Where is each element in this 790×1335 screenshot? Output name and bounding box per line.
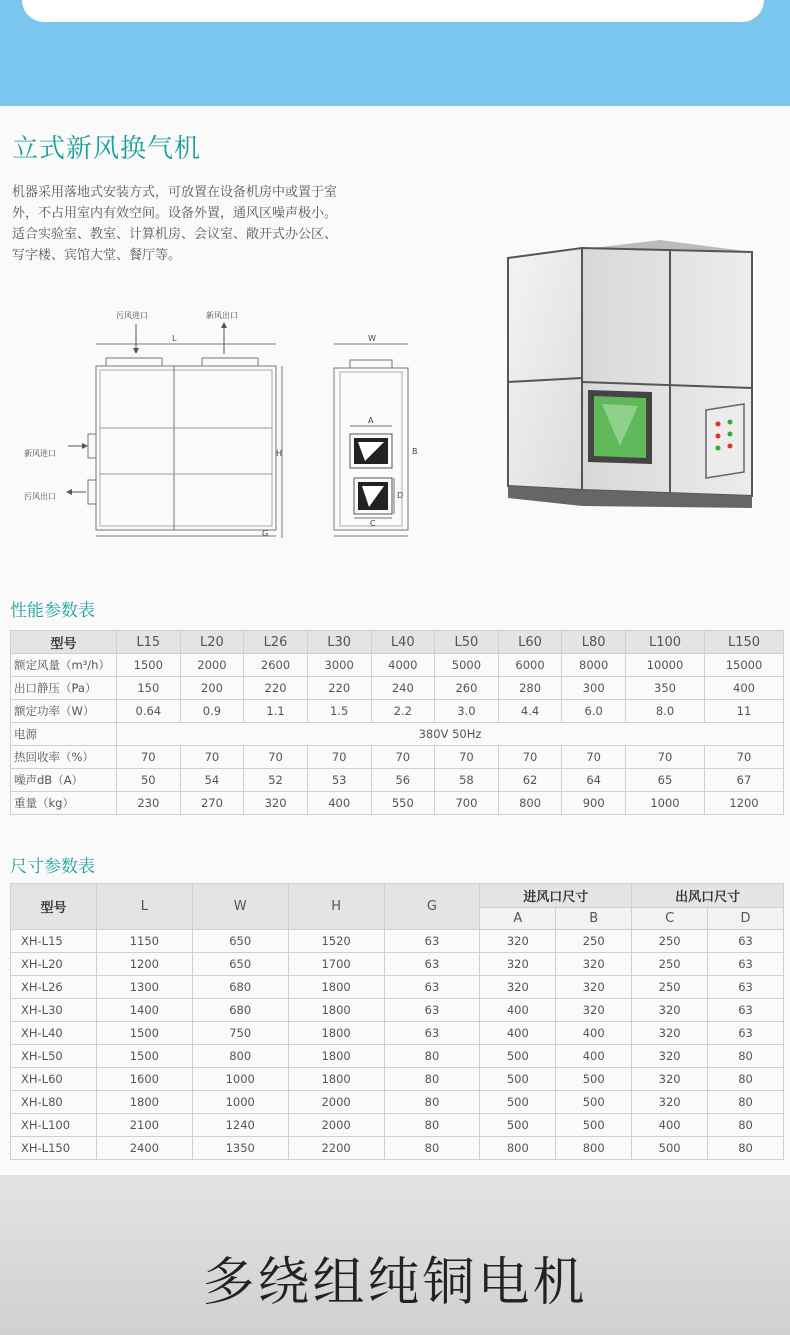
table-cell: 63 <box>708 999 784 1022</box>
product-description <box>12 182 407 266</box>
table-cell: 320 <box>480 953 556 976</box>
description-line: 机器采用落地式安装方式，可放置在设备机房中或置于室 <box>12 185 338 200</box>
table-row <box>11 654 784 677</box>
table-cell: 320 <box>632 1022 708 1045</box>
label-A: A <box>368 416 374 425</box>
table-row <box>11 1068 784 1091</box>
header-cell: 进风口尺寸 <box>480 884 632 908</box>
table-cell: 500 <box>556 1114 632 1137</box>
table-cell: 5000 <box>435 654 499 677</box>
table-cell: 1600 <box>96 1068 192 1091</box>
table-cell: 800 <box>498 792 562 815</box>
banner-title: 多绕组纯铜电机 <box>202 1253 588 1313</box>
table-cell: 80 <box>384 1114 480 1137</box>
table-cell: 63 <box>384 953 480 976</box>
table-cell: 2400 <box>96 1137 192 1160</box>
table-cell: 320 <box>556 976 632 999</box>
label-exhaust-in: 污风进口 <box>116 311 148 320</box>
top-card <box>22 0 764 22</box>
table-cell: 320 <box>632 1068 708 1091</box>
table-cell: 380V 50Hz <box>117 723 784 746</box>
table-cell: 400 <box>307 792 371 815</box>
table-cell: 1400 <box>96 999 192 1022</box>
table-cell: 320 <box>632 1091 708 1114</box>
table-cell: 650 <box>192 930 288 953</box>
table-cell: 2000 <box>180 654 244 677</box>
table-cell: XH-L40 <box>11 1022 97 1045</box>
table-cell: 320 <box>480 976 556 999</box>
table-cell: 80 <box>384 1068 480 1091</box>
header-cell: B <box>556 908 632 930</box>
table-cell: 1500 <box>117 654 181 677</box>
table-row <box>11 1022 784 1045</box>
table-cell: 240 <box>371 677 435 700</box>
table-cell: 出口静压（Pa） <box>11 677 117 700</box>
table-row <box>11 677 784 700</box>
table-cell: 220 <box>307 677 371 700</box>
table-cell: 67 <box>704 769 783 792</box>
table-cell: 250 <box>632 976 708 999</box>
header-cell: L80 <box>562 631 626 654</box>
table-cell: 1240 <box>192 1114 288 1137</box>
table-cell: 70 <box>371 746 435 769</box>
front-view-inner <box>100 370 272 526</box>
table-cell: 680 <box>192 999 288 1022</box>
dimensions-title: 尺寸参数表 <box>10 857 95 877</box>
table-header-row <box>11 631 784 654</box>
label-L: L <box>172 334 177 343</box>
table-cell: 250 <box>632 953 708 976</box>
table-cell: 2200 <box>288 1137 384 1160</box>
table-cell: 70 <box>180 746 244 769</box>
table-cell: 80 <box>384 1137 480 1160</box>
arrow-head <box>221 322 227 328</box>
table-cell: 70 <box>562 746 626 769</box>
table-cell: 63 <box>708 953 784 976</box>
table-row <box>11 1045 784 1068</box>
table-cell: 1800 <box>288 1022 384 1045</box>
table-cell: 63 <box>384 999 480 1022</box>
label-W: W <box>368 334 376 343</box>
header-cell: L150 <box>704 631 783 654</box>
table-cell: 70 <box>117 746 181 769</box>
table-cell: 70 <box>498 746 562 769</box>
table-cell: 10000 <box>626 654 705 677</box>
table-cell: 电源 <box>11 723 117 746</box>
table-cell: 320 <box>244 792 308 815</box>
table-cell: 1.1 <box>244 700 308 723</box>
table-cell: 550 <box>371 792 435 815</box>
schematic-diagram <box>20 304 430 544</box>
table-cell: 400 <box>632 1114 708 1137</box>
table-row <box>11 1137 784 1160</box>
table-cell: 250 <box>556 930 632 953</box>
header-cell: L50 <box>435 631 499 654</box>
front-view-outline <box>96 366 276 530</box>
header-cell: L26 <box>244 631 308 654</box>
table-row <box>11 769 784 792</box>
label-exhaust-out: 污风出口 <box>24 492 56 501</box>
table-cell: 320 <box>556 953 632 976</box>
table-row <box>11 792 784 815</box>
table-cell: XH-L30 <box>11 999 97 1022</box>
table-cell: 70 <box>626 746 705 769</box>
table-cell: 额定功率（W） <box>11 700 117 723</box>
table-cell: 80 <box>384 1091 480 1114</box>
table-cell: 800 <box>480 1137 556 1160</box>
table-cell: XH-L26 <box>11 976 97 999</box>
header-cell: A <box>480 908 556 930</box>
table-cell: 4.4 <box>498 700 562 723</box>
arrow-head <box>82 443 88 449</box>
table-cell: 80 <box>708 1068 784 1091</box>
label-fresh-in: 新风进口 <box>24 449 56 458</box>
table-cell: 70 <box>435 746 499 769</box>
header-cell: D <box>708 908 784 930</box>
header-cell: W <box>192 884 288 930</box>
table-cell: 70 <box>704 746 783 769</box>
header-cell: L60 <box>498 631 562 654</box>
label-C: C <box>370 519 376 528</box>
cabinet-front-left <box>508 248 582 490</box>
table-cell: 2.2 <box>371 700 435 723</box>
table-row <box>11 953 784 976</box>
table-cell: 500 <box>556 1068 632 1091</box>
table-cell: 50 <box>117 769 181 792</box>
table-cell: 80 <box>708 1114 784 1137</box>
table-cell: 270 <box>180 792 244 815</box>
header-cell: C <box>632 908 708 930</box>
table-cell: 1500 <box>96 1045 192 1068</box>
label-B: B <box>412 447 418 456</box>
fresh-inlet-duct <box>88 434 96 458</box>
table-cell: 1.5 <box>307 700 371 723</box>
table-cell: 500 <box>632 1137 708 1160</box>
side-top-duct <box>350 360 392 368</box>
description-line: 适合实验室、教室、计算机房、会议室、敞开式办公区、 <box>12 227 338 242</box>
table-row <box>11 746 784 769</box>
table-row <box>11 723 784 746</box>
table-cell: 6000 <box>498 654 562 677</box>
table-cell: 8.0 <box>626 700 705 723</box>
table-cell: 54 <box>180 769 244 792</box>
table-cell: 400 <box>480 1022 556 1045</box>
table-cell: 1200 <box>704 792 783 815</box>
table-cell: 11 <box>704 700 783 723</box>
table-cell: 500 <box>480 1091 556 1114</box>
description-line: 外，不占用室内有效空间。设备外置，通风区噪声极小。 <box>12 206 338 221</box>
table-row <box>11 976 784 999</box>
table-cell: 63 <box>384 930 480 953</box>
arrow-head <box>133 348 139 354</box>
table-cell: 1000 <box>192 1091 288 1114</box>
table-cell: XH-L15 <box>11 930 97 953</box>
table-cell: 230 <box>117 792 181 815</box>
table-cell: XH-L60 <box>11 1068 97 1091</box>
table-cell: 650 <box>192 953 288 976</box>
header-cell: L30 <box>307 631 371 654</box>
table-cell: 63 <box>708 930 784 953</box>
table-cell: 3.0 <box>435 700 499 723</box>
header-cell: L20 <box>180 631 244 654</box>
table-cell: 1700 <box>288 953 384 976</box>
table-cell: 4000 <box>371 654 435 677</box>
table-cell: 80 <box>708 1137 784 1160</box>
exhaust-outlet-duct <box>88 480 96 504</box>
table-cell: 400 <box>556 1045 632 1068</box>
product-image <box>500 232 785 532</box>
header-cell: L15 <box>117 631 181 654</box>
table-cell: 6.0 <box>562 700 626 723</box>
table-cell: 1800 <box>288 1045 384 1068</box>
exhaust-inlet-duct <box>106 358 162 366</box>
table-cell: 1800 <box>288 976 384 999</box>
table-cell: 70 <box>244 746 308 769</box>
label-G: G <box>262 529 269 538</box>
header-cell: 型号 <box>11 631 117 654</box>
table-cell: 500 <box>556 1091 632 1114</box>
label-fresh-out: 新风出口 <box>206 311 238 320</box>
indicator-light <box>728 432 733 437</box>
table-cell: 1800 <box>96 1091 192 1114</box>
table-cell: 2000 <box>288 1114 384 1137</box>
table-cell: 1200 <box>96 953 192 976</box>
table-cell: 320 <box>480 930 556 953</box>
table-cell: 62 <box>498 769 562 792</box>
performance-title: 性能参数表 <box>10 601 95 621</box>
label-H: H <box>276 449 283 458</box>
table-cell: 1520 <box>288 930 384 953</box>
table-row <box>11 1091 784 1114</box>
table-cell: XH-L150 <box>11 1137 97 1160</box>
table-cell: 400 <box>704 677 783 700</box>
table-cell: 750 <box>192 1022 288 1045</box>
table-cell: 400 <box>556 1022 632 1045</box>
description-line: 写字楼、宾馆大堂、餐厅等。 <box>12 248 182 263</box>
table-cell: 1350 <box>192 1137 288 1160</box>
table-cell: 8000 <box>562 654 626 677</box>
table-cell: 220 <box>244 677 308 700</box>
table-cell: 150 <box>117 677 181 700</box>
table-cell: 350 <box>626 677 705 700</box>
table-cell: 1300 <box>96 976 192 999</box>
table-cell: 2100 <box>96 1114 192 1137</box>
table-header-row <box>11 884 784 908</box>
table-cell: 63 <box>384 976 480 999</box>
table-cell: 噪声dB（A） <box>11 769 117 792</box>
table-cell: 320 <box>632 1045 708 1068</box>
table-cell: 900 <box>562 792 626 815</box>
table-cell: 1800 <box>288 999 384 1022</box>
header-cell: L <box>96 884 192 930</box>
table-cell: XH-L80 <box>11 1091 97 1114</box>
table-cell: 58 <box>435 769 499 792</box>
fresh-outlet-duct <box>202 358 258 366</box>
table-cell: 300 <box>562 677 626 700</box>
table-cell: 280 <box>498 677 562 700</box>
table-cell: 1800 <box>288 1068 384 1091</box>
header-cell: L40 <box>371 631 435 654</box>
table-cell: 80 <box>708 1091 784 1114</box>
indicator-light <box>716 434 721 439</box>
indicator-light <box>716 422 721 427</box>
table-cell: 800 <box>556 1137 632 1160</box>
table-cell: 1500 <box>96 1022 192 1045</box>
table-cell: XH-L100 <box>11 1114 97 1137</box>
table-cell: 额定风量（m³/h） <box>11 654 117 677</box>
table-cell: 3000 <box>307 654 371 677</box>
table-cell: 1000 <box>626 792 705 815</box>
table-cell: 0.64 <box>117 700 181 723</box>
table-cell: 1150 <box>96 930 192 953</box>
table-cell: 680 <box>192 976 288 999</box>
table-cell: 53 <box>307 769 371 792</box>
table-cell: 63 <box>708 1022 784 1045</box>
table-cell: 400 <box>480 999 556 1022</box>
table-cell: 1000 <box>192 1068 288 1091</box>
table-cell: 260 <box>435 677 499 700</box>
table-cell: 2000 <box>288 1091 384 1114</box>
table-row <box>11 930 784 953</box>
table-cell: 800 <box>192 1045 288 1068</box>
table-cell: 320 <box>556 999 632 1022</box>
header-cell: G <box>384 884 480 930</box>
header-cell: L100 <box>626 631 705 654</box>
table-cell: 200 <box>180 677 244 700</box>
indicator-light <box>728 444 733 449</box>
table-cell: 63 <box>384 1022 480 1045</box>
table-cell: XH-L50 <box>11 1045 97 1068</box>
table-cell: 500 <box>480 1068 556 1091</box>
dimensions-table <box>10 883 784 1160</box>
indicator-light <box>716 446 721 451</box>
header-cell: 出风口尺寸 <box>632 884 784 908</box>
performance-table <box>10 630 784 815</box>
table-row <box>11 1114 784 1137</box>
table-cell: 63 <box>708 976 784 999</box>
table-cell: 重量（kg） <box>11 792 117 815</box>
table-row <box>11 700 784 723</box>
table-cell: 64 <box>562 769 626 792</box>
control-box <box>706 404 744 478</box>
table-cell: 2600 <box>244 654 308 677</box>
table-cell: 80 <box>384 1045 480 1068</box>
table-cell: 80 <box>708 1045 784 1068</box>
arrow-head <box>66 489 72 495</box>
table-cell: 52 <box>244 769 308 792</box>
table-cell: 250 <box>632 930 708 953</box>
table-cell: 56 <box>371 769 435 792</box>
table-cell: 0.9 <box>180 700 244 723</box>
table-cell: 700 <box>435 792 499 815</box>
table-cell: 65 <box>626 769 705 792</box>
table-cell: 70 <box>307 746 371 769</box>
header-cell: 型号 <box>11 884 97 930</box>
table-cell: 15000 <box>704 654 783 677</box>
table-cell: 500 <box>480 1045 556 1068</box>
indicator-light <box>728 420 733 425</box>
table-cell: 320 <box>632 999 708 1022</box>
table-cell: 500 <box>480 1114 556 1137</box>
table-cell: 热回收率（%） <box>11 746 117 769</box>
table-cell: XH-L20 <box>11 953 97 976</box>
product-title: 立式新风换气机 <box>12 134 202 164</box>
label-D: D <box>397 491 404 500</box>
header-cell: H <box>288 884 384 930</box>
table-row <box>11 999 784 1022</box>
